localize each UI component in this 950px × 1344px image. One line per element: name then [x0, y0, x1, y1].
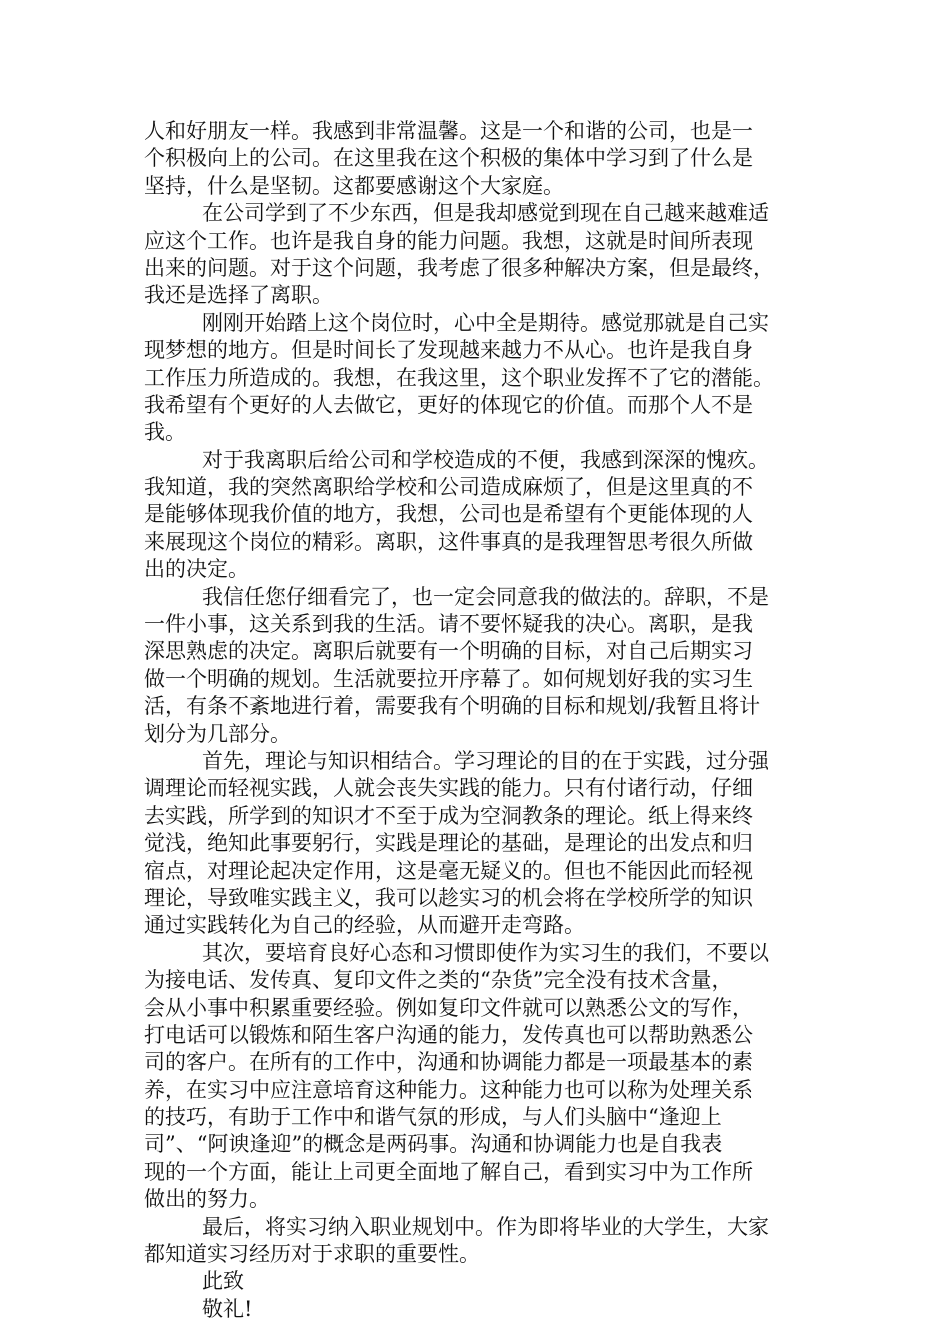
text-line: 我希望有个更好的人去做它，更好的体现它的价值。而那个人不是 [144, 392, 753, 417]
text-line: 一件小事，这关系到我的生活。请不要怀疑我的决心。离职，是我 [144, 612, 753, 637]
text-line: 我还是选择了离职。 [144, 283, 333, 308]
text-line: 人和好朋友一样。我感到非常温馨。这是一个和谐的公司，也是一 [144, 119, 753, 143]
paragraph-first-line: 敬礼! [202, 1296, 253, 1321]
text-line: 养，在实习中应注意培育这种能力。这种能力也可以称为处理关系 [144, 1077, 753, 1102]
text-line: 出的决定。 [144, 557, 249, 582]
text-line: 坚持，什么是坚韧。这都要感谢这个大家庭。 [144, 173, 564, 198]
text-line: 活，有条不紊地进行着，需要我有个明确的目标和规划/我暂且将计 [144, 694, 761, 719]
text-line: 都知道实习经历对于求职的重要性。 [144, 1242, 480, 1267]
text-line: 会从小事中积累重要经验。例如复印文件就可以熟悉公文的写作， [144, 995, 753, 1020]
text-line: 来展现这个岗位的精彩。离职，这件事真的是我理智思考很久所做 [144, 529, 753, 554]
text-line: 出来的问题。对于这个问题，我考虑了很多种解决方案，但是最终， [144, 255, 774, 280]
text-line: 为接电话、发传真、复印文件之类的“杂货”完全没有技术含量， [144, 968, 733, 993]
paragraph-first-line: 最后，将实习纳入职业规划中。作为即将毕业的大学生，大家 [202, 1214, 769, 1239]
text-line: 我。 [144, 420, 186, 445]
text-line: 理论，导致唯实践主义，我可以趁实习的机会将在学校所学的知识 [144, 885, 753, 910]
text-line: 做出的努力。 [144, 1187, 270, 1212]
text-line: 宿点，对理论起决定作用，这是毫无疑义的。但也不能因此而轻视 [144, 858, 753, 883]
letter-body [144, 118, 808, 1323]
text-line: 个积极向上的公司。在这里我在这个积极的集体中学习到了什么是 [144, 146, 753, 171]
text-line: 打电话可以锻炼和陌生客户沟通的能力，发传真也可以帮助熟悉公 [144, 1022, 753, 1047]
paragraph-first-line: 此致 [202, 1269, 244, 1294]
paragraph-first-line: 刚刚开始踏上这个岗位时，心中全是期待。感觉那就是自己实 [202, 310, 769, 335]
text-line: 做一个明确的规划。生活就要拉开序幕了。如何规划好我的实习生 [144, 666, 753, 691]
text-line: 的技巧，有助于工作中和谐气氛的形成，与人们头脑中“逢迎上 [144, 1105, 722, 1130]
paragraph-first-line: 对于我离职后给公司和学校造成的不便，我感到深深的愧疚。 [202, 447, 769, 472]
text-line: 觉浅，绝知此事要躬行，实践是理论的基础，是理论的出发点和归 [144, 831, 753, 856]
text-line: 工作压力所造成的。我想，在我这里，这个职业发挥不了它的潜能。 [144, 365, 774, 390]
text-line: 现的一个方面，能让上司更全面地了解自己，看到实习中为工作所 [144, 1159, 753, 1184]
text-line: 应这个工作。也许是我自身的能力问题。我想，这就是时间所表现 [144, 228, 753, 253]
text-line: 划分为几部分。 [144, 721, 291, 746]
text-line: 去实践，所学到的知识才不至于成为空洞教条的理论。纸上得来终 [144, 803, 753, 828]
text-line: 我知道，我的突然离职给学校和公司造成麻烦了，但是这里真的不 [144, 475, 753, 500]
text-line: 是能够体现我价值的地方，我想，公司也是希望有个更能体现的人 [144, 502, 753, 527]
paragraph-first-line: 在公司学到了不少东西，但是我却感觉到现在自己越来越难适 [202, 201, 769, 226]
paragraph-first-line: 首先，理论与知识相结合。学习理论的目的在于实践，过分强 [202, 748, 769, 773]
text-line: 深思熟虑的决定。离职后就要有一个明确的目标，对自己后期实习 [144, 639, 753, 664]
paragraph-first-line: 其次，要培育良好心态和习惯即使作为实习生的我们，不要以 [202, 940, 769, 965]
text-line: 通过实践转化为自己的经验，从而避开走弯路。 [144, 913, 585, 938]
text-line: 司”、“阿谀逢迎”的概念是两码事。沟通和协调能力也是自我表 [144, 1132, 723, 1157]
text-line: 调理论而轻视实践，人就会丧失实践的能力。只有付诸行动，仔细 [144, 776, 753, 801]
text-line: 司的客户。在所有的工作中，沟通和协调能力都是一项最基本的素 [144, 1050, 753, 1075]
text-line: 现梦想的地方。但是时间长了发现越来越力不从心。也许是我自身 [144, 338, 753, 363]
paragraph-first-line: 我信任您仔细看完了，也一定会同意我的做法的。辞职，不是 [202, 584, 769, 609]
